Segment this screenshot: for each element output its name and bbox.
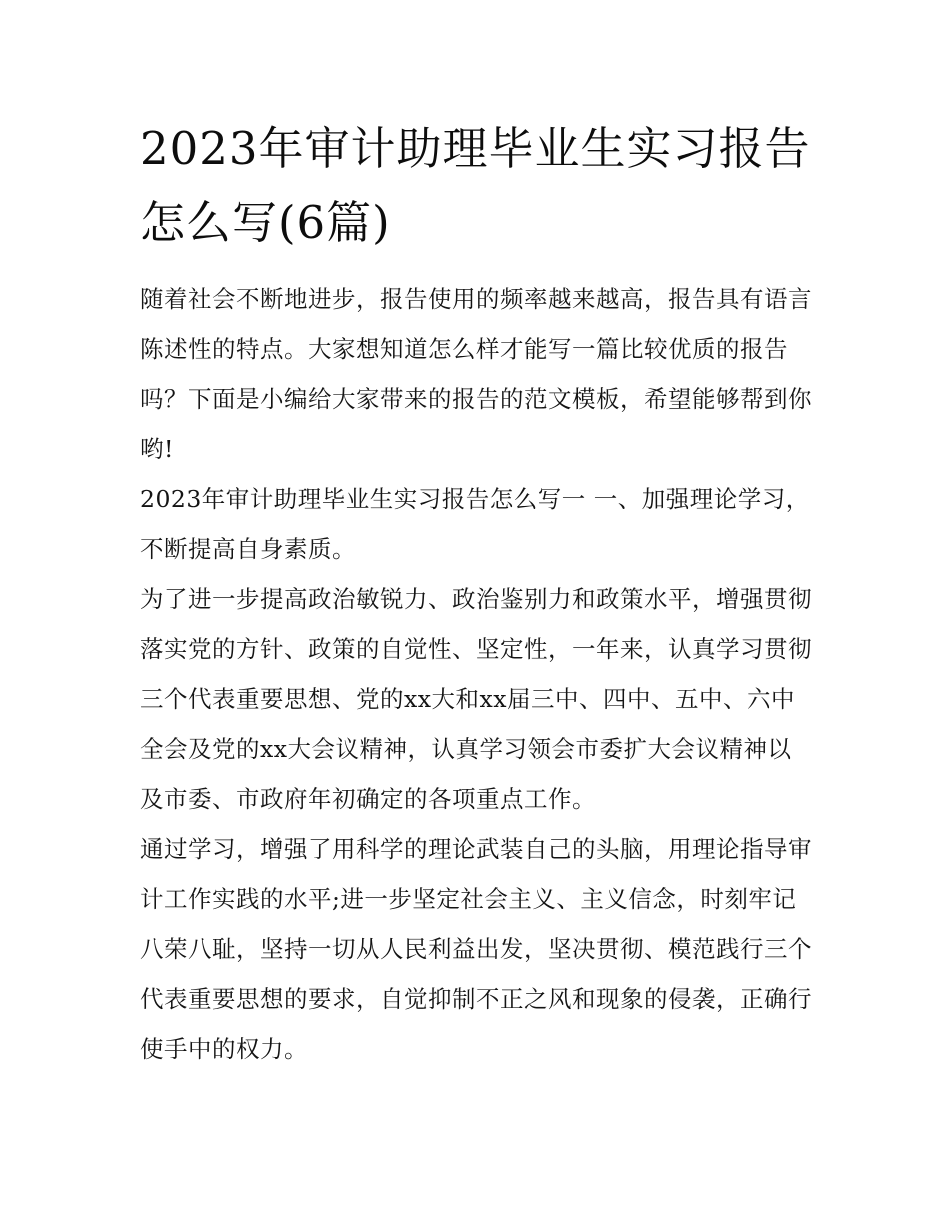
- paragraph-study: 为了进一步提高政治敏锐力、政治鉴别力和政策水平，增强贯彻落实党的方针、政策的自觉性、坚定性，一年来，认真学习贯彻三个代表重要思想、党的xx大和xx届三中、四中、五中、六中全会及党的xx大会议精神，认真学习领会市委扩大会议精神以及市委、市政府年初确定的各项重点工作。: [140, 585, 812, 813]
- document-body: [140, 274, 812, 1074]
- document-content: [140, 112, 812, 1074]
- document-title: 2023年审计助理毕业生实习报告怎么写(6篇): [140, 122, 811, 249]
- paragraph-section-heading: 2023年审计助理毕业生实习报告怎么写一 一、加强理论学习，不断提高自身素质。: [140, 485, 810, 563]
- paragraph-results: 通过学习，增强了用科学的理论武装自己的头脑，用理论指导审计工作实践的水平;进一步坚定社会主义、主义信念，时刻牢记八荣八耻，坚持一切从人民利益出发，坚决贯彻、模范践行三个代表重要思想的要求，自觉抑制不正之风和现象的侵袭，正确行使手中的权力。: [140, 835, 812, 1063]
- paragraph-intro: 随着社会不断地进步，报告使用的频率越来越高，报告具有语言陈述性的特点。大家想知道怎么样才能写一篇比较优质的报告吗？下面是小编给大家带来的报告的范文模板，希望能够帮到你哟!: [140, 285, 812, 463]
